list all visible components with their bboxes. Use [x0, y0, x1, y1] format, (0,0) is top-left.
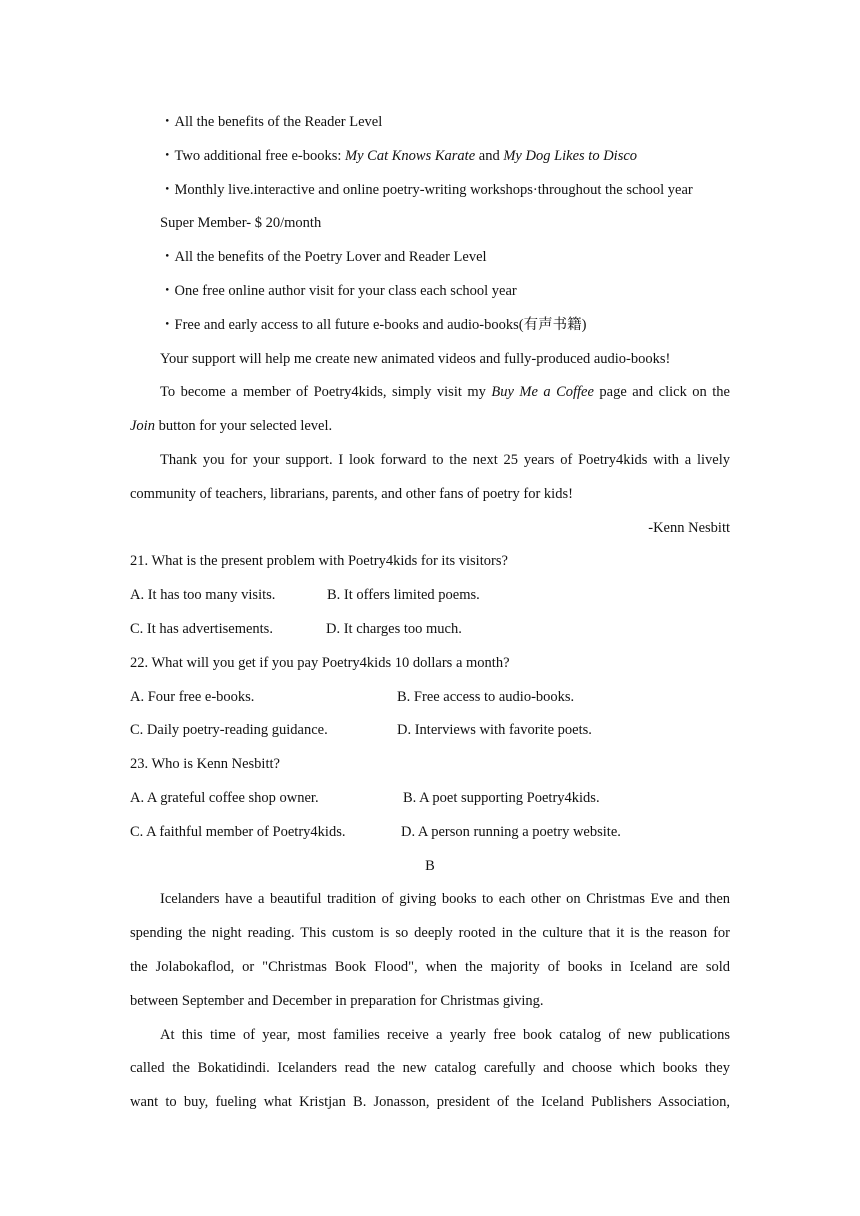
ebook-and: and	[475, 147, 504, 164]
question-21-option-d: D. It charges too much.	[326, 620, 462, 637]
benefit-all-levels: ・All the benefits of the Poetry Lover and Reader Level	[160, 249, 487, 266]
passage-b-label: B	[425, 857, 435, 874]
passage-b-line-4: between September and December in preparation for Christmas giving.	[130, 992, 544, 1009]
question-23-stem: 23. Who is Kenn Nesbitt?	[130, 756, 280, 773]
question-23-option-b: B. A poet supporting Poetry4kids.	[403, 789, 600, 806]
join-word: Join	[130, 418, 155, 435]
join-rest: button for your selected level.	[154, 418, 333, 435]
document-page	[130, 106, 730, 1120]
passage-b-line-6: called the Bokatidindi. Icelanders read the new catalog carefully and choose which books they	[130, 1060, 730, 1077]
super-member-heading: Super Member- $ 20/month	[160, 215, 322, 232]
question-22-option-b: B. Free access to audio-books.	[397, 688, 575, 705]
ebook-title-1: My Cat Knows Karate	[345, 147, 476, 164]
question-21-options-row-2	[130, 613, 730, 647]
ebook-title-2: My Dog Likes to Disco	[503, 147, 638, 164]
become-member-line-2	[130, 410, 730, 444]
question-21-option-b: B. It offers limited poems.	[327, 587, 480, 604]
become-member-line-1	[130, 376, 730, 410]
question-22-option-a: A. Four free e-books.	[130, 688, 255, 705]
question-22-options-row-1	[130, 681, 730, 715]
question-21-option-c: C. It has advertisements.	[130, 620, 273, 637]
benefit-workshops: ・Monthly live.interactive and online poetry-writing workshops·throughout the school year	[160, 181, 693, 198]
question-22-options-row-2	[130, 714, 730, 748]
question-21-option-a: A. It has too many visits.	[130, 587, 276, 604]
question-21-options-row-1	[130, 579, 730, 613]
question-23-options-row-1	[130, 782, 730, 816]
become-member-pre: To become a member of Poetry4kids, simply visit my	[160, 384, 492, 401]
passage-b-line-3: the Jolabokaflod, or "Christmas Book Flood", when the majority of books in Iceland are sold	[130, 958, 730, 975]
question-21-stem: 21. What is the present problem with Poetry4kids for its visitors?	[130, 553, 508, 570]
benefit-early-access: ・Free and early access to all future e-books and audio-books(有声书籍)	[160, 316, 587, 333]
passage-b-line-2: spending the night reading. This custom is so deeply rooted in the culture that it is the reason for	[130, 925, 730, 942]
benefit-free-ebooks	[130, 140, 730, 174]
question-22-option-d: D. Interviews with favorite poets.	[397, 722, 592, 739]
question-23-option-a: A. A grateful coffee shop owner.	[130, 789, 319, 806]
question-22-option-c: C. Daily poetry-reading guidance.	[130, 722, 328, 739]
support-paragraph: Your support will help me create new animated videos and fully-produced audio-books!	[160, 350, 671, 367]
benefit-free-ebooks-label: ・Two additional free e-books:	[160, 147, 346, 164]
passage-b-line-7: want to buy, fueling what Kristjan B. Jonasson, president of the Iceland Publishers Association,	[130, 1094, 730, 1111]
passage-b-line-1: Icelanders have a beautiful tradition of giving books to each other on Christmas Eve and then	[160, 891, 730, 908]
question-23-options-row-2	[130, 816, 730, 850]
question-22-stem: 22. What will you get if you pay Poetry4kids 10 dollars a month?	[130, 654, 510, 671]
buy-me-a-coffee-text: Buy Me a Coffee	[491, 384, 594, 401]
question-23-option-d: D. A person running a poetry website.	[401, 823, 621, 840]
question-23-option-c: C. A faithful member of Poetry4kids.	[130, 823, 346, 840]
thanks-line-1: Thank you for your support. I look forward to the next 25 years of Poetry4kids with a lively	[160, 451, 730, 468]
benefit-reader-level: ・All the benefits of the Reader Level	[160, 114, 383, 130]
benefit-author-visit: ・One free online author visit for your class each school year	[160, 282, 517, 299]
passage-b-line-5: At this time of year, most families receive a yearly free book catalog of new publications	[160, 1026, 730, 1043]
thanks-line-2: community of teachers, librarians, parents, and other fans of poetry for kids!	[130, 485, 573, 502]
signature: -Kenn Nesbitt	[648, 519, 730, 536]
become-member-post: page and click on the	[593, 384, 730, 401]
